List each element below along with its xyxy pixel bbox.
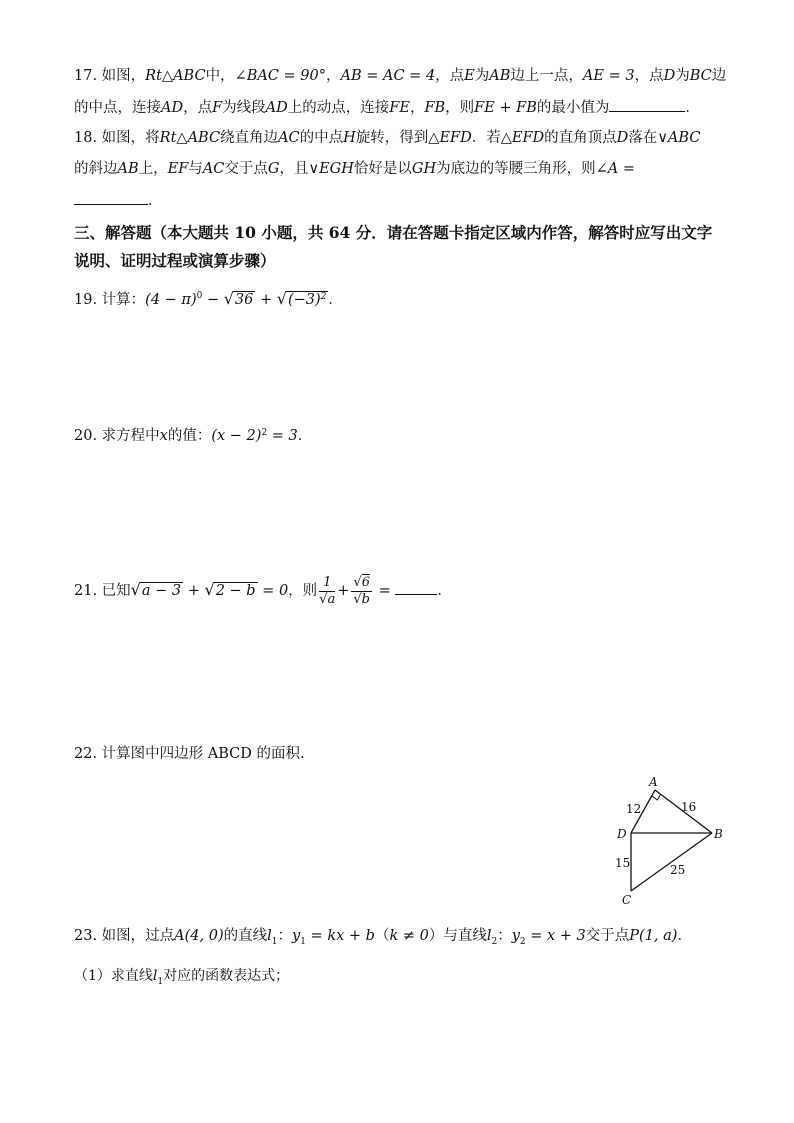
section-3-heading-line-2: 说明、证明过程或演算步骤） bbox=[74, 251, 276, 270]
math: l bbox=[267, 928, 272, 944]
math: = 0 bbox=[257, 583, 289, 599]
text: 如图，将 bbox=[101, 130, 160, 146]
math: l bbox=[486, 928, 492, 944]
math: △EFD bbox=[428, 130, 472, 146]
question-17-line-2 bbox=[74, 97, 700, 118]
text: 上， bbox=[138, 161, 168, 177]
text: 落在 bbox=[628, 130, 658, 146]
math: ∠A = bbox=[595, 161, 636, 177]
math: + bbox=[255, 292, 277, 308]
text: ． bbox=[437, 583, 452, 599]
text: ，且 bbox=[279, 161, 309, 177]
radical-sign: √ bbox=[130, 580, 141, 599]
math: ∠BAC = 90° bbox=[234, 68, 327, 84]
math: BC bbox=[689, 68, 712, 84]
math: GH bbox=[411, 161, 437, 177]
text: ， bbox=[326, 68, 341, 84]
exponent: 0 bbox=[196, 291, 203, 301]
question-number: 22. bbox=[74, 746, 98, 762]
math: H bbox=[343, 130, 356, 146]
text: 边 bbox=[711, 68, 727, 84]
text: 的斜边 bbox=[74, 161, 118, 177]
math: y bbox=[292, 928, 301, 944]
radicand: 36 bbox=[234, 292, 254, 308]
radicand: 6 bbox=[361, 574, 370, 590]
text: 交于点 bbox=[585, 928, 630, 944]
text: ． bbox=[328, 292, 343, 308]
math: F bbox=[212, 100, 223, 116]
math: − bbox=[202, 292, 224, 308]
radical-sign: √ bbox=[276, 289, 287, 308]
question-18-line-2 bbox=[74, 159, 635, 179]
text: ，点 bbox=[183, 100, 213, 116]
math: AB = AC = 4 bbox=[340, 68, 436, 84]
text: 恰好是以 bbox=[353, 161, 412, 177]
text: 上的动点，连接 bbox=[287, 100, 390, 116]
segment-cb bbox=[631, 833, 712, 891]
question-number: 18. bbox=[74, 130, 98, 146]
subscript: 1 bbox=[157, 976, 164, 987]
math: AE = 3 bbox=[582, 68, 635, 84]
math: k ≠ 0 bbox=[389, 928, 429, 944]
text: 中， bbox=[205, 68, 235, 84]
vertex-label-a: A bbox=[649, 775, 658, 789]
math: AD bbox=[265, 100, 288, 116]
radicand: a bbox=[327, 591, 336, 607]
subscript: 2 bbox=[519, 936, 526, 947]
text: 求方程中 bbox=[101, 428, 160, 444]
question-23-part-1 bbox=[74, 966, 289, 992]
denominator: √b bbox=[353, 591, 370, 607]
vertex-label-b: B bbox=[714, 827, 723, 841]
math: AC bbox=[278, 130, 300, 146]
fraction-1 bbox=[319, 575, 335, 608]
length-label-dc: 15 bbox=[615, 856, 631, 870]
question-21: 21. 已知√a − 3 + √2 − b = 0，则 $\frac{1}{√a}$ + $\frac{√6}{√b}$ = ． bbox=[74, 574, 452, 607]
text: 计算： bbox=[101, 292, 146, 308]
text: 的中点，连接 bbox=[74, 100, 161, 116]
question-number: 19. bbox=[74, 292, 98, 308]
text: ． bbox=[685, 100, 700, 116]
math: Rt△ABC bbox=[159, 130, 221, 146]
numerator: √6 bbox=[353, 574, 370, 590]
question-18-line-3 bbox=[74, 190, 163, 211]
subscript: 1 bbox=[300, 936, 306, 947]
radical-sign: √ bbox=[223, 289, 234, 308]
question-number: 21. bbox=[74, 583, 98, 599]
math: FE bbox=[389, 100, 410, 116]
math: P(1, a) bbox=[629, 928, 678, 944]
radicand: 2 − b bbox=[215, 583, 256, 599]
text: 计算图中四边形 ABCD 的面积. bbox=[101, 746, 305, 762]
exponent: 2 bbox=[320, 292, 327, 302]
text: ． bbox=[677, 928, 692, 944]
math: △EFD bbox=[500, 130, 545, 146]
length-label-ab: 16 bbox=[681, 800, 697, 814]
text: 的直线 bbox=[223, 928, 268, 944]
vertex-label-d: D bbox=[617, 827, 627, 841]
radicand: a − 3 bbox=[141, 583, 182, 599]
denominator: √a bbox=[319, 591, 336, 607]
math: + bbox=[183, 583, 205, 599]
math: (−3) bbox=[287, 292, 321, 308]
text: （ bbox=[374, 928, 390, 944]
math: D bbox=[616, 130, 629, 146]
question-23 bbox=[74, 926, 692, 952]
math: FB bbox=[424, 100, 446, 116]
text: 已知 bbox=[101, 583, 131, 599]
question-19 bbox=[74, 289, 343, 310]
text: 为 bbox=[474, 68, 490, 84]
length-label-cb: 25 bbox=[670, 863, 686, 877]
math: y bbox=[511, 928, 520, 944]
question-number: 17. bbox=[74, 68, 98, 84]
answer-blank[interactable] bbox=[395, 580, 437, 595]
question-18-line-1 bbox=[74, 128, 700, 148]
math: = 3 bbox=[267, 428, 298, 444]
numerator: 1 bbox=[319, 575, 335, 592]
subscript: 1 bbox=[271, 936, 278, 947]
radicand: b bbox=[361, 591, 370, 607]
math: AB bbox=[117, 161, 139, 177]
math: AD bbox=[161, 100, 184, 116]
text: 与 bbox=[188, 161, 203, 177]
text: 为底边的等腰三角形，则 bbox=[436, 161, 596, 177]
section-3-heading-line-1: 三、解答题（本大题共 10 小题，共 64 分．请在答题卡指定区域内作答，解答时应写出文字 bbox=[74, 223, 713, 242]
math: Rt△ABC bbox=[145, 68, 206, 84]
math: (x − 2) bbox=[211, 428, 262, 444]
text: ．若 bbox=[471, 130, 501, 146]
text: 绕直角边 bbox=[220, 130, 279, 146]
right-angle-mark bbox=[652, 794, 661, 800]
math: l bbox=[152, 968, 158, 984]
text: 如图，过点 bbox=[101, 928, 175, 944]
math: FE + FB bbox=[474, 100, 537, 116]
text: ： bbox=[277, 928, 293, 944]
text: ，点 bbox=[435, 68, 465, 84]
math: D bbox=[663, 68, 676, 84]
fraction-2 bbox=[351, 575, 372, 608]
text: （1）求直线 bbox=[74, 968, 153, 984]
math: A(4, 0) bbox=[174, 928, 224, 944]
question-20 bbox=[74, 426, 312, 446]
text: 的中点 bbox=[299, 130, 344, 146]
radical-sign: √ bbox=[204, 580, 215, 599]
answer-blank[interactable] bbox=[74, 190, 148, 205]
length-label-ad: 12 bbox=[626, 802, 642, 816]
math: (4 − π) bbox=[145, 292, 197, 308]
text: ，点 bbox=[634, 68, 664, 84]
math: = bbox=[373, 583, 396, 599]
math: EF bbox=[167, 161, 189, 177]
subscript: 2 bbox=[491, 936, 498, 947]
text: ， bbox=[409, 100, 425, 116]
question-17-line-1 bbox=[74, 66, 726, 86]
question-number: 23. bbox=[74, 928, 98, 944]
text: ． bbox=[297, 428, 313, 444]
answer-blank[interactable] bbox=[609, 97, 685, 112]
text: ，则 bbox=[445, 100, 475, 116]
text: 交于点 bbox=[224, 161, 268, 177]
text: 对应的函数表达式； bbox=[163, 968, 290, 984]
quadrilateral-figure bbox=[605, 770, 735, 910]
text: ，则 bbox=[288, 583, 318, 599]
text: 如图， bbox=[101, 68, 146, 84]
math: G bbox=[267, 161, 280, 177]
radicand bbox=[286, 291, 328, 308]
math: ∨ABC bbox=[657, 130, 701, 146]
text: 的直角顶点 bbox=[544, 130, 617, 146]
text: 的最小值为 bbox=[536, 100, 610, 116]
text: 为 bbox=[675, 68, 690, 84]
math: AB bbox=[489, 68, 511, 84]
math: = kx + b bbox=[305, 928, 375, 944]
question-number: 20. bbox=[74, 428, 98, 444]
text: ． bbox=[148, 193, 163, 209]
exponent: 2 bbox=[261, 428, 268, 438]
math: AC bbox=[202, 161, 225, 177]
math: x bbox=[159, 428, 168, 444]
text: 旋转，得到 bbox=[355, 130, 429, 146]
text: ）与直线 bbox=[428, 928, 487, 944]
question-22 bbox=[74, 744, 305, 764]
math: E bbox=[464, 68, 475, 84]
vertex-label-c: C bbox=[622, 893, 632, 907]
math: ∨EGH bbox=[308, 161, 354, 177]
text: 为线段 bbox=[222, 100, 266, 116]
text: ： bbox=[497, 928, 512, 944]
math: = x + 3 bbox=[525, 928, 586, 944]
text: 的值： bbox=[167, 428, 212, 444]
text: 边上一点， bbox=[510, 68, 583, 84]
